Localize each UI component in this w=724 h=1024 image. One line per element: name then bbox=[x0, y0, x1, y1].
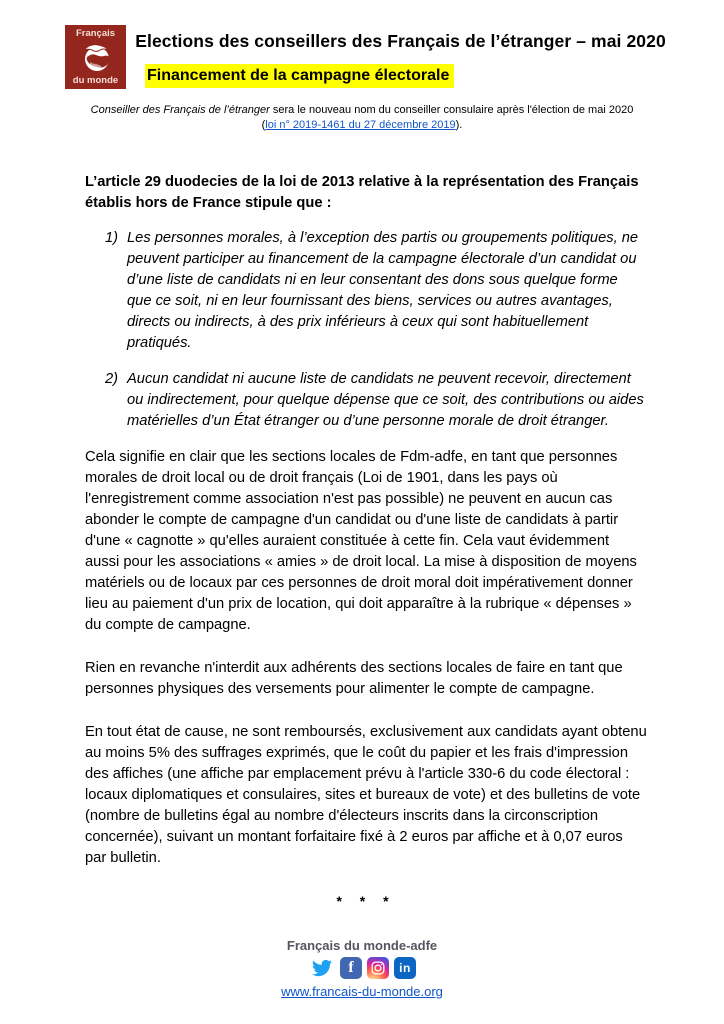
document-footer bbox=[0, 938, 724, 1001]
logo-text-bottom: du monde bbox=[72, 75, 119, 86]
instagram-icon[interactable] bbox=[367, 957, 389, 979]
list-item-text: Les personnes morales, à l’exception des partis ou groupements politiques, ne peuvent participer au financement de la campagne électorale d’un candidat ou d’une liste de candidats ni en leur consentant des dons sous quelque forme que ce soit, ni en leur fournissant des biens, services ou autres avantages, directs ou indirects, à des prix inférieurs à ceux qui sont habituellement pratiqués. bbox=[127, 230, 639, 351]
body-paragraph: En tout état de cause, ne sont remboursés, exclusivement aux candidats ayant obtenu au moins 5% des suffrages exprimés, que le coût du papier et les frais d'impression des affiches (une affiche par emplacement prévu à l'article 330-6 du code électoral : locaux diplomatiques et consulaires, sites et bureaux de vote) et des bulletins de vote (nombre de bulletins égal au nombre d'électeurs inscrits dans la circonscription concernée), suivant un montant forfaitaire fixé à 2 euros par affiche et à 0,07 euros par bulletin. bbox=[85, 724, 647, 866]
law-link[interactable]: loi n° 2019-1461 du 27 décembre 2019 bbox=[265, 119, 456, 131]
subtitle-wrap bbox=[145, 64, 454, 88]
list-item-number: 1) bbox=[105, 230, 119, 246]
page-title: Elections des conseillers des Français de l’étranger – mai 2020 bbox=[135, 31, 666, 51]
website-link[interactable]: www.francais-du-monde.org bbox=[281, 984, 443, 999]
note-paren-open: ( bbox=[261, 119, 266, 131]
page-subtitle-highlighted: Financement de la campagne électorale bbox=[145, 64, 454, 88]
twitter-icon[interactable] bbox=[308, 957, 335, 979]
list-item-number: 2) bbox=[105, 371, 119, 387]
intro-paragraph: L’article 29 duodecies de la loi de 2013 relative à la représentation des Français établis hors de France stipule que : bbox=[85, 174, 639, 211]
social-icons-row bbox=[0, 956, 724, 980]
linkedin-icon[interactable]: in bbox=[394, 957, 416, 979]
list-item-text: Aucun candidat ni aucune liste de candidats ne peuvent recevoir, directement ou indirectement, pour quelque dépense que ce soit, des contributions ou aides matérielles d’un État étranger ou d’une personne morale de droit étranger. bbox=[127, 371, 644, 429]
note-italic-lead: Conseiller des Français de l’étranger bbox=[90, 104, 270, 116]
globe-bird-icon bbox=[76, 42, 116, 72]
org-name: Français du monde-adfe bbox=[286, 938, 438, 953]
body-paragraph: Rien en revanche n'interdit aux adhérents des sections locales de faire en tant que personnes physiques des versements pour alimenter le compte de campagne. bbox=[85, 660, 623, 697]
list-item bbox=[105, 228, 647, 354]
header-note bbox=[0, 103, 724, 133]
logo-text-top: Français bbox=[75, 28, 116, 39]
facebook-icon[interactable]: f bbox=[340, 957, 362, 979]
list-item bbox=[105, 369, 647, 432]
document-body bbox=[85, 172, 647, 912]
note-rest: sera le nouveau nom du conseiller consulaire après l'élection de mai 2020 bbox=[269, 104, 634, 116]
body-paragraph: Cela signifie en clair que les sections locales de Fdm-adfe, en tant que personnes morales de droit local ou de droit français (Loi de 1901, dans les pays où l'enregistrement comme association n'est pas possible) ne peuvent en aucun cas abonder le compte de campagne d'un candidat ou d'une liste de candidats à partir d'une « cagnotte » qu'elles auraient constituée à cette fin. Cela vaut évidemment aussi pour les associations « amies » de droit local. La mise à disposition de moyens matériels ou de locaux par ces personnes de droit moral doit impérativement donner lieu au paiement d'un prix de location, qui doit apparaître à la rubrique « dépenses » du compte de campagne. bbox=[85, 449, 637, 633]
note-paren-close: ). bbox=[455, 119, 463, 131]
fdm-logo bbox=[65, 25, 126, 89]
section-separator: * * * bbox=[336, 893, 396, 909]
